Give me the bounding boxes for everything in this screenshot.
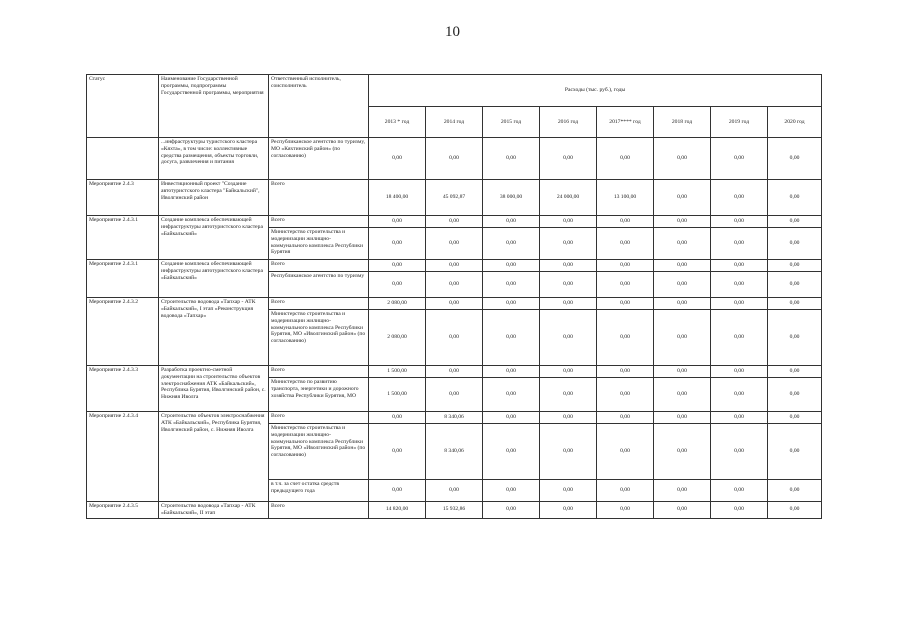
executor-cell: Всего bbox=[269, 412, 369, 424]
value-cell: 0,00 bbox=[540, 412, 597, 424]
executor-cell: Всего bbox=[269, 298, 369, 310]
executor-cell: Республиканское агентство по туризму bbox=[269, 272, 369, 298]
value-cell: 0,00 bbox=[711, 298, 768, 310]
value-cell: 0,00 bbox=[597, 412, 654, 424]
table-row bbox=[87, 366, 822, 378]
activity-name-cell: Создание комплекса обеспечивающей инфраструктуры автотуристского кластера «Байкальский» bbox=[159, 216, 269, 260]
value-cell: 0,00 bbox=[540, 378, 597, 412]
table-row bbox=[87, 180, 822, 216]
value-cell: 0,00 bbox=[483, 366, 540, 378]
activity-name-cell: Строительство объектов электроснабжения АТК «Байкальский», Республика Бурятия, Иволгинский район, с. Нижняя Иволга bbox=[159, 412, 269, 502]
table-row bbox=[87, 216, 822, 228]
activity-name-cell: Создание комплекса обеспечивающей инфраструктуры автотуристского кластера «Байкальский» bbox=[159, 260, 269, 298]
value-cell: 0,00 bbox=[768, 228, 822, 260]
executor-cell: Министерство строительства и модернизации жилищно-коммунального комплекса Республики Бурятия, МО «Иволгинский район» (по согласованию) bbox=[269, 424, 369, 480]
value-cell: 0,00 bbox=[768, 366, 822, 378]
value-cell: 0,00 bbox=[768, 424, 822, 480]
header-year: 2016 год bbox=[540, 107, 597, 138]
status-cell: Мероприятие 2.4.3.5 bbox=[87, 502, 159, 519]
value-cell: 0,00 bbox=[540, 424, 597, 480]
value-cell: 24 000,00 bbox=[540, 180, 597, 216]
value-cell: 0,00 bbox=[654, 298, 711, 310]
value-cell: 38 000,00 bbox=[483, 180, 540, 216]
value-cell: 13 100,00 bbox=[597, 180, 654, 216]
value-cell: 14 820,00 bbox=[369, 502, 426, 519]
header-year: 2018 год bbox=[654, 107, 711, 138]
value-cell: 0,00 bbox=[540, 298, 597, 310]
value-cell: 0,00 bbox=[711, 216, 768, 228]
value-cell: 0,00 bbox=[597, 424, 654, 480]
value-cell: 0,00 bbox=[426, 228, 483, 260]
value-cell: 0,00 bbox=[483, 378, 540, 412]
value-cell: 0,00 bbox=[369, 228, 426, 260]
value-cell: 18 400,00 bbox=[369, 180, 426, 216]
value-cell: 0,00 bbox=[483, 272, 540, 298]
value-cell: 0,00 bbox=[369, 424, 426, 480]
value-cell: 0,00 bbox=[426, 480, 483, 502]
value-cell: 0,00 bbox=[768, 502, 822, 519]
value-cell: 0,00 bbox=[768, 378, 822, 412]
value-cell: 0,00 bbox=[597, 480, 654, 502]
value-cell: 0,00 bbox=[540, 310, 597, 366]
header-year: 2013 * год bbox=[369, 107, 426, 138]
executor-cell: Министерство строительства и модернизации жилищно-коммунального комплекса Республики Бурятия, МО «Иволгинский район» (по согласованию) bbox=[269, 310, 369, 366]
status-cell: Мероприятие 2.4.3 bbox=[87, 180, 159, 216]
executor-cell: в т.ч. за счет остатка средств предыдущего года bbox=[269, 480, 369, 502]
value-cell: 2 080,00 bbox=[369, 298, 426, 310]
value-cell: 0,00 bbox=[369, 216, 426, 228]
value-cell: 0,00 bbox=[768, 412, 822, 424]
value-cell: 0,00 bbox=[768, 180, 822, 216]
value-cell: 0,00 bbox=[711, 272, 768, 298]
value-cell: 0,00 bbox=[426, 260, 483, 272]
status-cell: Мероприятие 2.4.3.3 bbox=[87, 366, 159, 412]
value-cell: 0,00 bbox=[369, 480, 426, 502]
value-cell: 15 932,86 bbox=[426, 502, 483, 519]
header-year: 2019 год bbox=[711, 107, 768, 138]
value-cell: 0,00 bbox=[711, 378, 768, 412]
value-cell: 0,00 bbox=[483, 502, 540, 519]
value-cell: 0,00 bbox=[483, 310, 540, 366]
value-cell: 0,00 bbox=[654, 138, 711, 180]
status-cell: Мероприятие 2.4.3.1 bbox=[87, 260, 159, 298]
value-cell: 0,00 bbox=[711, 310, 768, 366]
activity-name-cell: Разработка проектно-сметной документации на строительство объектов электроснабжения АТК «Байкальский», Республика Бурятия, Иволгинский район, с. Нижняя Иволга bbox=[159, 366, 269, 412]
value-cell: 0,00 bbox=[768, 272, 822, 298]
value-cell: 0,00 bbox=[654, 272, 711, 298]
header-year: 2020 год bbox=[768, 107, 822, 138]
value-cell: 8 340,06 bbox=[426, 424, 483, 480]
value-cell: 0,00 bbox=[711, 180, 768, 216]
value-cell: 0,00 bbox=[540, 228, 597, 260]
value-cell: 0,00 bbox=[711, 228, 768, 260]
value-cell: 0,00 bbox=[654, 366, 711, 378]
value-cell: 0,00 bbox=[540, 260, 597, 272]
executor-cell: Всего bbox=[269, 502, 369, 519]
value-cell: 0,00 bbox=[654, 502, 711, 519]
value-cell: 0,00 bbox=[483, 228, 540, 260]
value-cell: 0,00 bbox=[483, 138, 540, 180]
value-cell: 0,00 bbox=[711, 260, 768, 272]
value-cell: 0,00 bbox=[768, 310, 822, 366]
executor-cell: Всего bbox=[269, 260, 369, 272]
value-cell: 0,00 bbox=[654, 228, 711, 260]
value-cell: 0,00 bbox=[540, 366, 597, 378]
value-cell: 0,00 bbox=[654, 424, 711, 480]
value-cell: 0,00 bbox=[483, 216, 540, 228]
table-row bbox=[87, 138, 822, 180]
value-cell: 0,00 bbox=[654, 412, 711, 424]
value-cell: 0,00 bbox=[426, 298, 483, 310]
value-cell: 0,00 bbox=[483, 424, 540, 480]
executor-cell: Всего bbox=[269, 366, 369, 378]
value-cell: 0,00 bbox=[426, 138, 483, 180]
value-cell: 0,00 bbox=[597, 260, 654, 272]
page-number: 10 bbox=[445, 24, 460, 40]
value-cell: 0,00 bbox=[711, 424, 768, 480]
value-cell: 0,00 bbox=[654, 180, 711, 216]
header-name: Наименование Государственной программы, подпрограммы Государственной программы, мероприятия bbox=[159, 75, 269, 138]
value-cell: 0,00 bbox=[369, 412, 426, 424]
activity-name-cell: Строительство водовода «Тапхар - АТК «Байкальский», I этап «Реконструкция водовода «Тапхар» bbox=[159, 298, 269, 366]
header-year: 2017**** год bbox=[597, 107, 654, 138]
header-expenses: Расходы (тыс. руб.), годы bbox=[369, 75, 822, 107]
value-cell: 8 340,06 bbox=[426, 412, 483, 424]
header-executor: Ответственный исполнитель, соисполнитель bbox=[269, 75, 369, 138]
status-cell: Мероприятие 2.4.3.2 bbox=[87, 298, 159, 366]
value-cell: 0,00 bbox=[597, 502, 654, 519]
table-row bbox=[87, 502, 822, 519]
status-cell: Мероприятие 2.4.3.4 bbox=[87, 412, 159, 502]
value-cell: 0,00 bbox=[597, 272, 654, 298]
status-cell: Мероприятие 2.4.3.1 bbox=[87, 216, 159, 260]
value-cell: 0,00 bbox=[369, 272, 426, 298]
value-cell: 0,00 bbox=[711, 412, 768, 424]
value-cell: 0,00 bbox=[768, 138, 822, 180]
executor-cell: Министерство по развитию транспорта, энергетики и дорожного хозяйства Республики Бурятия, МО bbox=[269, 378, 369, 412]
value-cell: 0,00 bbox=[654, 260, 711, 272]
value-cell: 0,00 bbox=[768, 216, 822, 228]
value-cell: 1 500,00 bbox=[369, 366, 426, 378]
executor-cell: Всего bbox=[269, 216, 369, 228]
status-cell bbox=[87, 138, 159, 180]
value-cell: 0,00 bbox=[540, 272, 597, 298]
activity-name-cell: Строительство водовода «Тапхар - АТК «Байкальский», II этап bbox=[159, 502, 269, 519]
executor-cell: Республиканское агентство по туризму, МО «Кяхтинский район» (по согласованию) bbox=[269, 138, 369, 180]
value-cell: 0,00 bbox=[540, 480, 597, 502]
value-cell: 0,00 bbox=[426, 378, 483, 412]
value-cell: 0,00 bbox=[711, 366, 768, 378]
table-row bbox=[87, 260, 822, 272]
value-cell: 0,00 bbox=[540, 502, 597, 519]
value-cell: 0,00 bbox=[768, 480, 822, 502]
value-cell: 0,00 bbox=[711, 138, 768, 180]
value-cell: 0,00 bbox=[711, 502, 768, 519]
value-cell: 0,00 bbox=[483, 480, 540, 502]
value-cell: 0,00 bbox=[768, 260, 822, 272]
value-cell: 0,00 bbox=[597, 138, 654, 180]
value-cell: 0,00 bbox=[540, 138, 597, 180]
value-cell: 0,00 bbox=[483, 298, 540, 310]
budget-table bbox=[86, 74, 822, 519]
value-cell: 0,00 bbox=[597, 310, 654, 366]
table-row bbox=[87, 298, 822, 310]
value-cell: 0,00 bbox=[597, 298, 654, 310]
value-cell: 2 080,00 bbox=[369, 310, 426, 366]
value-cell: 0,00 bbox=[654, 378, 711, 412]
value-cell: 0,00 bbox=[483, 412, 540, 424]
value-cell: 1 500,00 bbox=[369, 378, 426, 412]
activity-name-cell: ...инфраструктуры туристского кластера «Кяхта», в том числе: коллективные средства размещения, объекты торговли, досуга, развлечения и питания bbox=[159, 138, 269, 180]
executor-cell: Министерство строительства и модернизации жилищно-коммунального комплекса Республики Бурятия bbox=[269, 228, 369, 260]
value-cell: 45 092,87 bbox=[426, 180, 483, 216]
value-cell: 0,00 bbox=[483, 260, 540, 272]
value-cell: 0,00 bbox=[711, 480, 768, 502]
value-cell: 0,00 bbox=[654, 310, 711, 366]
value-cell: 0,00 bbox=[597, 228, 654, 260]
value-cell: 0,00 bbox=[597, 216, 654, 228]
value-cell: 0,00 bbox=[426, 272, 483, 298]
value-cell: 0,00 bbox=[426, 310, 483, 366]
executor-cell: Всего bbox=[269, 180, 369, 216]
value-cell: 0,00 bbox=[654, 216, 711, 228]
value-cell: 0,00 bbox=[426, 366, 483, 378]
value-cell: 0,00 bbox=[768, 298, 822, 310]
header-year: 2014 год bbox=[426, 107, 483, 138]
value-cell: 0,00 bbox=[540, 216, 597, 228]
table-row bbox=[87, 412, 822, 424]
value-cell: 0,00 bbox=[597, 366, 654, 378]
activity-name-cell: Инвестиционный проект "Создание автотуристского кластера "Байкальский", Иволгинский район bbox=[159, 180, 269, 216]
value-cell: 0,00 bbox=[369, 260, 426, 272]
value-cell: 0,00 bbox=[369, 138, 426, 180]
header-year: 2015 год bbox=[483, 107, 540, 138]
value-cell: 0,00 bbox=[597, 378, 654, 412]
value-cell: 0,00 bbox=[426, 216, 483, 228]
value-cell: 0,00 bbox=[654, 480, 711, 502]
header-status: Статус bbox=[87, 75, 159, 138]
